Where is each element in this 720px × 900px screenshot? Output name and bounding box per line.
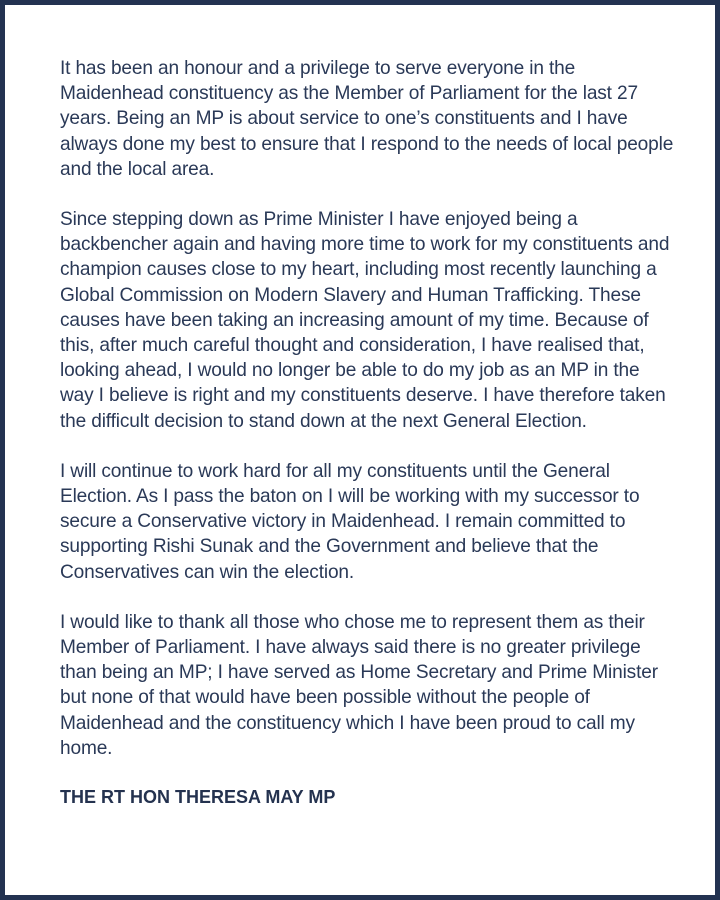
statement-paragraph-3: I will continue to work hard for all my constituents until the General Election. As I pass the baton on I will be working with my successor to secure a Conservative victory in Maidenhead. I remain committed to supporting Rishi Sunak and the Government and believe that the Conservatives can win the election. — [60, 460, 640, 583]
statement-paragraph-4: I would like to thank all those who chose me to represent them as their Member of Parliament. I have always said there is no greater privilege than being an MP; I have served as Home Secretary and Prime Minister but none of that would have been possible without the people of Maidenhead and the constituency which I have been proud to call my home. — [60, 611, 658, 759]
statement-paragraph-2: Since stepping down as Prime Minister I have enjoyed being a backbencher again and having more time to work for my constituents and champion causes close to my heart, including most recently launching a Global Commission on Modern Slavery and Human Trafficking. These causes have been taking an increasing amount of my time. Because of this, after much careful thought and consideration, I have realised that, looking ahead, I would no longer be able to do my job as an MP in the way I believe is right and my constituents deserve. I have therefore taken the difficult decision to stand down at the next General Election. — [60, 209, 670, 432]
statement-body — [60, 56, 675, 808]
signature: THE RT HON THERESA MAY MP — [60, 787, 336, 808]
statement-paragraph-1: It has been an honour and a privilege to serve everyone in the Maidenhead constituency as the Member of Parliament for the last 27 years. Being an MP is about service to one’s constituents and I have always done my best to ensure that I respond to the needs of local people and the local area. — [60, 58, 674, 180]
